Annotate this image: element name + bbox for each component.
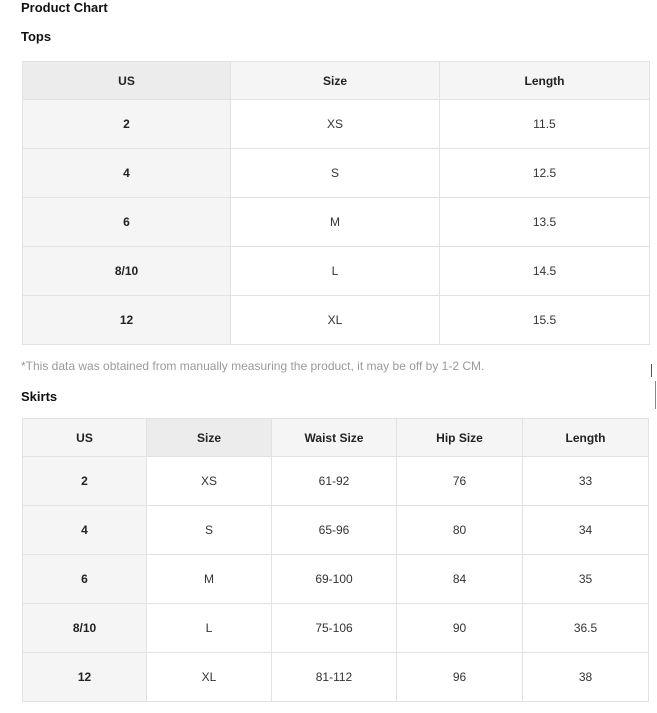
column-header-size: Size: [147, 419, 272, 457]
table-cell-size: L: [147, 604, 272, 653]
measurement-note: *This data was obtained from manually measuring the product, it may be off by 1-2 CM.: [21, 359, 485, 373]
table-cell-waist-size: 75-106: [272, 604, 397, 653]
table-cell-size: S: [147, 506, 272, 555]
table-cell-us: 2: [23, 100, 231, 149]
table-cell-us: 6: [23, 198, 231, 247]
table-cell-size: XS: [231, 100, 440, 149]
tops-section-title: Tops: [21, 29, 52, 44]
table-cell-length: 15.5: [440, 296, 650, 345]
table-row: [23, 296, 650, 345]
table-cell-size: S: [231, 149, 440, 198]
table-row: [23, 604, 649, 653]
skirts-size-table: [22, 418, 649, 702]
table-cell-us: 4: [23, 506, 147, 555]
table-cell-length: 35: [523, 555, 649, 604]
table-cell-hip-size: 90: [397, 604, 523, 653]
table-cell-hip-size: 76: [397, 457, 523, 506]
edge-divider-mark: [655, 381, 656, 409]
table-cell-waist-size: 65-96: [272, 506, 397, 555]
table-cell-waist-size: 61-92: [272, 457, 397, 506]
table-cell-length: 14.5: [440, 247, 650, 296]
table-cell-length: 38: [523, 653, 649, 702]
table-cell-us: 12: [23, 296, 231, 345]
page-title: Product Chart: [21, 0, 108, 15]
table-cell-us: 2: [23, 457, 147, 506]
tops-size-table: [22, 61, 650, 345]
table-cell-size: XS: [147, 457, 272, 506]
column-header-hip-size: Hip Size: [397, 419, 523, 457]
table-header-row: [23, 419, 649, 457]
table-cell-us: 12: [23, 653, 147, 702]
table-row: [23, 247, 650, 296]
table-cell-waist-size: 81-112: [272, 653, 397, 702]
table-row: [23, 100, 650, 149]
table-cell-length: 34: [523, 506, 649, 555]
column-header-length: Length: [440, 62, 650, 100]
table-cell-size: XL: [147, 653, 272, 702]
table-cell-length: 13.5: [440, 198, 650, 247]
column-header-us: US: [23, 62, 231, 100]
table-cell-waist-size: 69-100: [272, 555, 397, 604]
table-cell-size: M: [231, 198, 440, 247]
table-cell-length: 12.5: [440, 149, 650, 198]
table-cell-size: M: [147, 555, 272, 604]
column-header-waist-size: Waist Size: [272, 419, 397, 457]
column-header-size: Size: [231, 62, 440, 100]
table-row: [23, 555, 649, 604]
table-cell-hip-size: 80: [397, 506, 523, 555]
table-cell-length: 36.5: [523, 604, 649, 653]
table-cell-us: 6: [23, 555, 147, 604]
table-cell-size: XL: [231, 296, 440, 345]
skirts-section-title: Skirts: [21, 389, 58, 404]
table-cell-size: L: [231, 247, 440, 296]
table-cell-us: 4: [23, 149, 231, 198]
column-header-length: Length: [523, 419, 649, 457]
table-cell-us: 8/10: [23, 604, 147, 653]
column-header-us: US: [23, 419, 147, 457]
table-row: [23, 653, 649, 702]
table-cell-hip-size: 96: [397, 653, 523, 702]
table-row: [23, 198, 650, 247]
table-cell-length: 33: [523, 457, 649, 506]
table-cell-hip-size: 84: [397, 555, 523, 604]
table-cell-length: 11.5: [440, 100, 650, 149]
table-row: [23, 506, 649, 555]
table-row: [23, 149, 650, 198]
table-row: [23, 457, 649, 506]
table-header-row: [23, 62, 650, 100]
table-cell-us: 8/10: [23, 247, 231, 296]
text-cursor-mark: [651, 364, 652, 377]
